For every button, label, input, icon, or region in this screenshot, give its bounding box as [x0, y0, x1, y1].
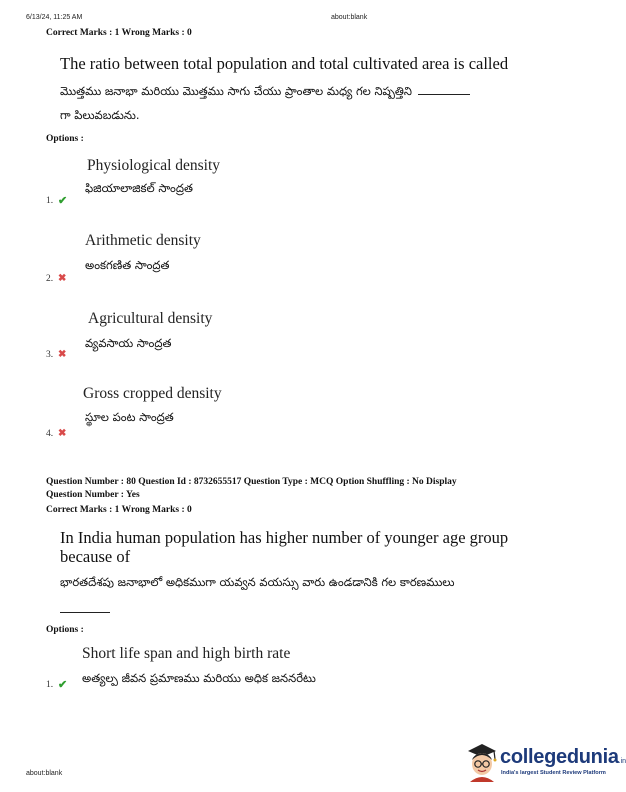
- logo-tagline: India's largest Student Review Platform: [501, 770, 606, 776]
- q80-question-telugu: భారతదేశపు జనాభాలో అధికముగా యవ్వన వయస్సు వారు ఉండడానికి గల కారణములు: [60, 575, 455, 589]
- q80-meta-line: Question Number : 80 Question Id : 8732655517 Question Type : MCQ Option Shuffling : No Display: [46, 477, 457, 487]
- q80-question-english-line2: because of: [60, 547, 131, 566]
- footer-page-title: about:blank: [26, 770, 63, 777]
- q79-marks: Correct Marks : 1 Wrong Marks : 0: [46, 28, 192, 38]
- correct-check-icon: ✔: [58, 679, 68, 691]
- q79-option-1-english: Physiological density: [87, 157, 221, 174]
- q79-option-1-telugu: ఫిజియాలాజికల్ సాంద్రత: [85, 181, 193, 195]
- q80-meta-line-2: Question Number : Yes: [46, 490, 140, 500]
- q79-option-4-telugu: స్థూల పంట సాంద్రత: [85, 410, 174, 424]
- q80-marks: Correct Marks : 1 Wrong Marks : 0: [46, 505, 192, 515]
- q80-question-english-line1: In India human population has higher number of younger age group: [60, 528, 509, 547]
- q79-option-2-number: 2.: [46, 274, 54, 284]
- q79-option-2-telugu: అంకగణిత సాంద్రత: [85, 258, 170, 272]
- q79-option-4-number: 4.: [46, 429, 54, 439]
- correct-check-icon: ✔: [58, 195, 68, 207]
- q79-option-3-english: Agricultural density: [88, 310, 213, 327]
- wrong-cross-icon: ✖: [58, 428, 67, 439]
- q80-option-1-english: Short life span and high birth rate: [82, 645, 291, 662]
- q79-option-3-number: 3.: [46, 350, 54, 360]
- print-page-title: about:blank: [331, 14, 368, 21]
- wrong-cross-icon: ✖: [58, 349, 67, 360]
- wrong-cross-icon: ✖: [58, 273, 67, 284]
- collegedunia-mascot-icon: [464, 742, 500, 782]
- q80-option-1-telugu: అత్యల్ప జీవన ప్రమాణము మరియు అధిక జననరేటు: [82, 671, 316, 685]
- q79-options-label: Options :: [46, 134, 84, 144]
- q79-option-1-number: 1.: [46, 196, 54, 206]
- print-datetime: 6/13/24, 11:25 AM: [26, 14, 83, 21]
- q79-option-4-english: Gross cropped density: [83, 385, 222, 402]
- q79-option-2-english: Arithmetic density: [85, 232, 201, 249]
- logo-suffix: .in: [618, 758, 626, 765]
- logo-name: collegedunia: [500, 746, 619, 768]
- q80-options-label: Options :: [46, 625, 84, 635]
- q79-question-english: The ratio between total population and total cultivated area is called: [60, 54, 509, 73]
- collegedunia-logo: [500, 746, 626, 769]
- answer-blank: [418, 85, 470, 95]
- q79-question-telugu-line1: మొత్తము జనాభా మరియు మొత్తము సాగు చేయు ప్రాంతాల మధ్య గల నిష్పత్తిని: [60, 81, 470, 101]
- q79-option-3-telugu: వ్యవసాయ సాంద్రత: [85, 336, 172, 350]
- answer-blank: [60, 612, 110, 613]
- q79-question-telugu-line2: గా పిలువబడును.: [60, 108, 140, 122]
- q80-option-1-number: 1.: [46, 680, 54, 690]
